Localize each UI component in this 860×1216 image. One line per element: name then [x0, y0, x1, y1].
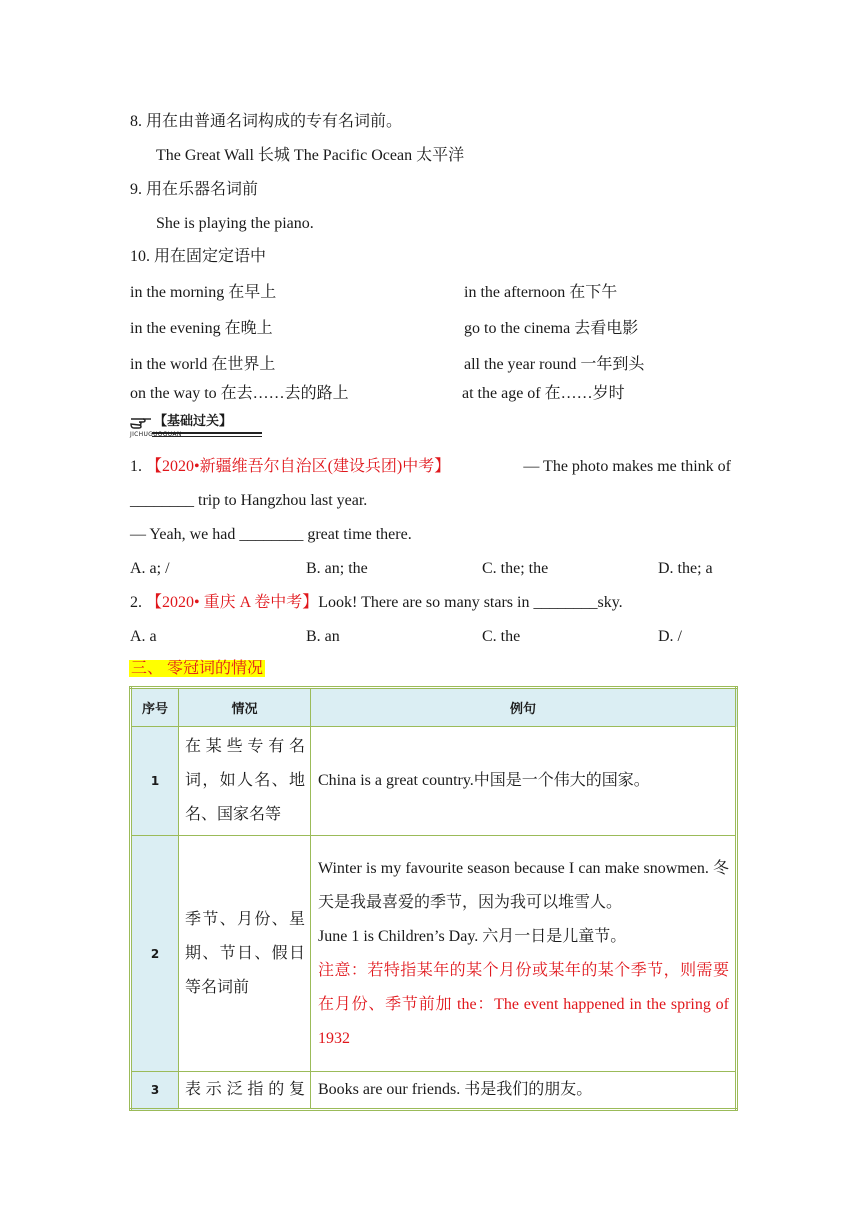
row-number: 1	[131, 727, 179, 836]
option-b: B. an; the	[306, 560, 368, 577]
table-row	[131, 836, 737, 1072]
option-a: A. a	[130, 628, 157, 645]
row-condition: 表示泛指的复	[179, 1072, 311, 1110]
section-heading	[129, 658, 265, 680]
example-text: Winter is my favourite season because I can make snowmen. 冬天是我最喜爱的季节，因为我可以堆雪人。	[318, 859, 729, 911]
badge-label: 【基础过关】	[154, 414, 233, 429]
option-d: D. /	[658, 628, 682, 645]
question-source: 【2020•新疆维吾尔自治区(建设兵团)中考】	[146, 458, 451, 475]
phrase-left: in the evening 在晚上	[130, 320, 273, 337]
row-example	[311, 727, 737, 836]
badge-pinyin: JICHUGUOGUAN	[130, 431, 182, 438]
rule-8-example: The Great Wall 长城 The Pacific Ocean 太平洋	[156, 147, 465, 164]
row-condition: 季节、月份、星期、节日、假日等名词前	[179, 836, 311, 1072]
row-example	[311, 836, 737, 1072]
option-a: A. a; /	[130, 560, 170, 577]
option-c: C. the; the	[482, 560, 549, 577]
question-stem: ________ trip to Hangzhou last year.	[130, 492, 368, 509]
question-stem: Look! There are so many stars in ________sky.	[318, 594, 623, 611]
option-d: D. the; a	[658, 560, 713, 577]
phrase-left: in the world 在世界上	[130, 356, 276, 373]
example-text: Books are our friends. 书是我们的朋友。	[318, 1081, 593, 1098]
row-condition: 在某些专有名词，如人名、地名、国家名等	[179, 727, 311, 836]
question-2-line	[130, 593, 623, 613]
phrase-right: in the afternoon 在下午	[464, 284, 618, 301]
rule-8-title: 8. 用在由普通名词构成的专有名词前。	[130, 113, 403, 130]
column-header: 情况	[179, 688, 311, 727]
example-note: 注意：若特指某年的某个月份或某年的某个季节，则需要在月份、季节前加 the：The event happened in the spring of 1932	[318, 961, 729, 1047]
table-row	[131, 727, 737, 836]
rule-9-title: 9. 用在乐器名词前	[130, 181, 259, 198]
question-source: 【2020• 重庆 A 卷中考】	[146, 594, 319, 611]
question-number: 1.	[130, 458, 142, 475]
column-header: 序号	[131, 688, 179, 727]
column-header: 例句	[311, 688, 737, 727]
table-row	[131, 1072, 737, 1110]
zero-article-table	[129, 686, 738, 1111]
section-badge	[130, 410, 265, 440]
example-text: China is a great country.中国是一个伟大的国家。	[318, 772, 650, 789]
row-example	[311, 1072, 737, 1110]
phrase-left: in the morning 在早上	[130, 284, 277, 301]
rule-9-example: She is playing the piano.	[156, 215, 314, 232]
pointing-hand-icon	[130, 414, 152, 430]
question-1-line-1	[130, 457, 731, 477]
section-heading-text: 三、 零冠词的情况	[131, 660, 264, 677]
phrase-right: at the age of 在……岁时	[462, 385, 625, 402]
example-text: June 1 is Children’s Day. 六月一日是儿童节。	[318, 927, 627, 945]
row-number: 3	[131, 1072, 179, 1110]
question-number: 2.	[130, 594, 142, 611]
rule-10-title: 10. 用在固定定语中	[130, 248, 267, 265]
question-stem: — Yeah, we had ________ great time there.	[130, 526, 412, 543]
row-number: 2	[131, 836, 179, 1072]
phrase-right: go to the cinema 去看电影	[464, 320, 639, 337]
phrase-right: all the year round 一年到头	[464, 356, 645, 373]
question-stem: — The photo makes me think of	[523, 458, 731, 475]
phrase-left: on the way to 在去……去的路上	[130, 385, 349, 402]
table-header-row	[131, 688, 737, 727]
option-c: C. the	[482, 628, 521, 645]
option-b: B. an	[306, 628, 340, 645]
